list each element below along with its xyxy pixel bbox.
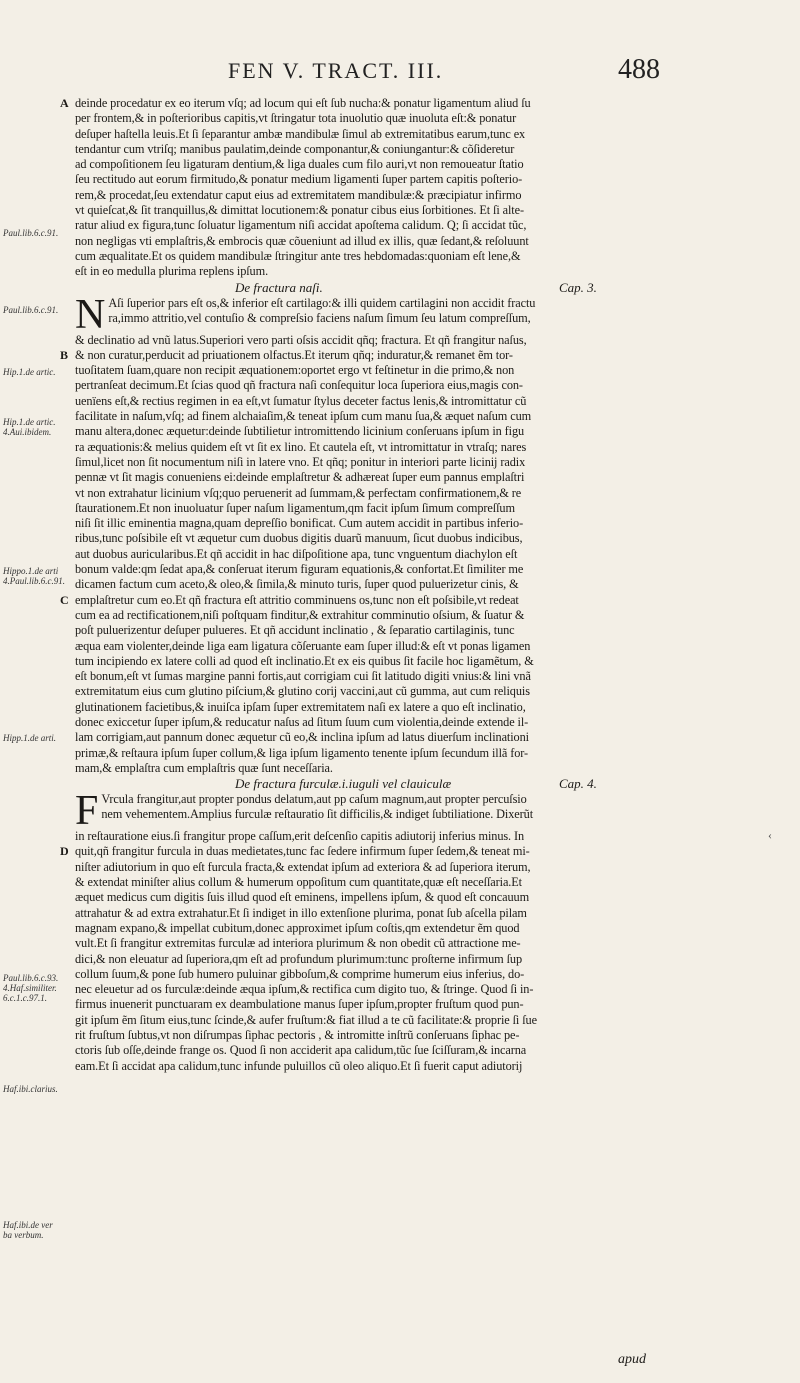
main-text (60, 96, 675, 1074)
section-marker-b: B (60, 347, 68, 362)
text-line: nem vehementem.Amplius furculæ reſtauratio ſit difficilis,& indiget ſubtiliatione. Dixerũt (101, 807, 534, 822)
section-marker-a: A (60, 96, 69, 110)
text-line: donec exiccetur ſuper ipſum,& reducatur naſus ad ſitum ſuum cum violentia,deinde extende il- (75, 714, 529, 729)
text-line: collum ſuum,& pone ſub humero puluinar gibboſum,& comprime humerum eius inferius, do- (75, 966, 525, 981)
text-line: rit fruſtum ſubtus,vt non diſrumpas ſiphac pectoris , & intromitte inſtrũ conſeruans ſiphac pe- (75, 1028, 520, 1043)
text-line: per frontem,& in poſterioribus capitis,vt ſtringatur tota inuolutio quæ inuoluta eſt:& ponatur (75, 111, 517, 126)
text-line: in reſtauratione eius.ſi frangitur prope caſſum,erit deſcenſio capitis adiutorij inferius minus. In (75, 829, 525, 844)
section-heading (75, 280, 675, 296)
text-line: cum ea ad rectificationem,niſi poſtquam finditur,& extrahitur comminutio oſsium, & ſuatur & (75, 607, 525, 622)
text-line: git ipſum ẽm ſitum eius,tunc ſcinde,& aufer fruſtum:& fiat illud a te cũ facilitate:& proprie ſi ſue (75, 1012, 537, 1027)
text-line: deſuper haſtella leuis.Et ſi ſeparantur ambæ mandibulæ ſimul ab extremitatibus earum,tunc ex (75, 126, 526, 141)
text-line: vt quieſcat,& ſit tranquillus,& dimittat locutionem:& ponatur cibus eius ſorbitiones. Et ſi alte- (75, 203, 524, 218)
section-marker-c: C (60, 592, 69, 607)
text-line: & extendat miniſter alius collum & humerum oppoſitum cum quantitate,quæ eſt neceſſaria.Et (75, 875, 522, 890)
text-line: æqua eam violenter,deinde liga eam ligatura cõſeruante eam ſuper illud:& eſt vt ponas ligamen (75, 638, 531, 653)
text-line: lam corrigiam,aut pannum donec æquetur cũ eo,& inclina ipſum ad latus diuerſum inclinationi (75, 730, 529, 745)
text-line: ratur aliud ex figura,tunc ſoluatur ligamentum niſi accidat apoſtema calidum. Q; ſi accidat tũc, (75, 218, 527, 233)
text-line: ra æquationis:& melius quidem eſt vt ſit ex lino. Et cautela eſt, vt intromittatur in vtraſq; nares (75, 439, 527, 454)
text-line: ribus,tunc poſsibile eſt vt æquetur cum duobus digitis duarũ manuum, ſicut duobus indicibus, (75, 531, 523, 546)
margin-note: Hip.1.de artic. (3, 367, 56, 377)
text-line: eſt bonum,eſt vt ſumas margine panni fortis,aut corrigiam cui ſit latitudo digiti vnius:& lini vnã (75, 669, 531, 684)
text-line: mam,& emplaſtra cum emplaſtris quæ ſunt neceſſaria. (75, 760, 333, 775)
text-line: glutinationem facietibus,& inuiſca ipſam ſuper extremitatem naſi ex latere a quo eſt inclinatio, (75, 699, 526, 714)
text-line: ad compoſitionem ſeu ligaturam dentium,& liga duales cum filo auri,vt non remoueatur ſtatio (75, 157, 524, 172)
text-line: nec eleuetur ad os furculæ:deinde æqua ipſum,& rectifica cum digito tuo, & ſtringe. Quod ſi in- (75, 982, 534, 997)
text-line: niſi ſit illic eminentia magna,quam depreſſio bonificat. Cum autem accidit in partibus inferio- (75, 516, 524, 531)
text-line: manu altera,donec æquetur:deinde ſubtilietur intromittendo licinium conſeruans ipſum in figu (75, 424, 525, 439)
text-line: primæ,& reſtaura ipſum ſuper collum,& liga ipſum ligamento tenente ipſum ſecundum illã for- (75, 745, 529, 760)
text-line: facilitate in naſum,vſq; ad finem alchaiaſim,& teneat ipſum cum manu ſua,& æquet naſum cum (75, 409, 532, 424)
text-line: pennæ vt ſit magis conueniens ei:deinde emplaſtretur & adhæreat ſuper eum pannus emplaſtri (75, 470, 525, 485)
text-line: tendantur cum vtriſq; manibus paulatim,deinde componantur,& coniungantur:& cõſideretur (75, 141, 515, 156)
text-line: cum æqualitate.Et os quidem mandibulæ ſtringitur ante tres hebdomadas:quoniam eſt lene,& (75, 248, 521, 263)
text-line: aut duobus auricularibus.Et qñ accidit in hac diſpoſitione apa, tunc vnguentum diachylon eſt (75, 546, 518, 561)
text-line: attrahatur & ad extra extrahatur.Et ſi indiget in illo extenſione plurima, ponat ſub aſcella pilam (75, 905, 527, 920)
page-header (0, 52, 800, 92)
text-line: bonum valde:qm ſedat apa,& conſeruat iterum figuram equationis,& confortat.Et ſimiliter me (75, 562, 524, 577)
text-line: ſtaurationem.Et non inuoluatur ſuper naſum ligamentum,qm facit ipſum ſimum compreſſum (75, 500, 515, 515)
text-line: tum incipiendo ex latere colli ad quod eſt inclinatio.Et ex eis quibus ſit facile hoc ligamẽtum, & (75, 653, 534, 668)
text-line: ra,immo attritio,vel contuſio & compreſsio faciens naſum ſimum ſeu latum compreſſum, (108, 310, 531, 325)
text-line: & declinatio ad vnũ latus.Superiori vero parti oſsis accidit qñq; fractura. Et qñ frangitur naſus, (75, 332, 527, 347)
text-line: Vrcula frangitur,aut propter pondus delatum,aut pp caſum magnum,aut propter percuſsio (101, 792, 527, 807)
margin-note: Paul.lib.6.c.91. (3, 228, 59, 238)
text-line: extremitatum eius cum glutino piſcium,& glutino corij vaccini,aut cũ gumma, aut cum reliquis (75, 684, 530, 699)
text-line: D quit,qñ frangitur furcula in duas medietates,tunc fac ſedere infirmum ſuper ſedem,& teneat mi- (60, 844, 530, 859)
margin-note: Hippo.1.de arti 4.Paul.lib.6.c.91. (3, 566, 65, 586)
drop-cap: F (75, 788, 99, 835)
text-line: vt non extrahatur licinium vſq;quo peruenerit ad ſummam,& perfectam confirmationem,& re (75, 485, 522, 500)
section-heading (75, 776, 675, 792)
margin-note: Haf.ibi.clarius. (3, 1084, 58, 1094)
text-line: tuoſitatem ſuam,quare non recipit æquationem:oportet ergo vt feſtinetur in die primo,& non (75, 363, 515, 378)
text-line: eſt in eo medulla plurima replens ipſum. (75, 264, 269, 279)
text-line: ſeu rectitudo aut eorum firmitudo,& ponatur medium ligamenti ſuper partem capitis poſterio- (75, 172, 523, 187)
text-line: Aſi ſuperior pars eſt os,& inferior eſt cartilago:& illi quidem cartilagini non accidit fractu (108, 295, 536, 310)
running-head: FEN V. TRACT. III. (228, 58, 444, 83)
text-line: eam.Et ſi accidat apa calidum,tunc infunde puluillos cũ oleo aliquo.Et ſi fuerit caput adiutorij (75, 1058, 523, 1073)
margin-note: Hipp.1.de arti. (3, 733, 56, 743)
text-line: magnam expano,& impellat cubitum,donec approximet ipſum coſtis,qm extendetur ẽm quod (75, 920, 520, 935)
text-line: poſt puluerizentur deſuper pulueres. Et qñ accidunt inclinatio , & ſeparatio cartilaginis, tunc (75, 623, 515, 638)
text-line: B & non curatur,perducit ad priuationem olfactus.Et iterum qñq; induratur,& remanet ẽm tor- (60, 347, 513, 362)
margin-note: Paul.lib.6.c.91. (3, 305, 59, 315)
heading-title: De fractura furculæ.i.iuguli vel clauiculæ (235, 776, 452, 792)
paragraph (60, 291, 675, 777)
left-margin-notes (0, 0, 66, 1383)
chapter-number: Cap. 4. (559, 776, 597, 792)
text-line: uenïens eſt,& rectius regimen in ea eſt,vt ſumatur ſtylus deceter factus lenis,& intromittatur cũ (75, 393, 527, 408)
text-line: C emplaſtretur cum eo.Et qñ fractura eſt attritio comminuens os,tunc non eſt poſsibile,vt redeat (60, 592, 519, 607)
text-line: rem,& procedat,ſeu extendatur caput eius ad extremitatem mandibulæ:& præcipiatur infirmo (75, 187, 522, 202)
text-line: niſter adiutorium in quo eſt furcula fracta,& extendat ipſum ad exteriora & ad ſuperiora iterum, (75, 859, 531, 874)
chapter-number: Cap. 3. (559, 279, 597, 295)
text-line: dici,& non eleuatur ad ſuperiora,qm eſt ad profundum plurimum:tunc proſterne infirmum ſup (75, 951, 522, 966)
text-line: dicamen factum cum aceto,& oleo,& ſimila,& minuto turis, ſuper quod puluerizetur cinis, & (75, 577, 519, 592)
page-speck: ‹ (768, 828, 772, 842)
paragraph (60, 788, 675, 1074)
section-marker-d: D (60, 844, 69, 859)
text-line: ctoris ſub oſſe,deinde frange os. Quod ſi non acciderit apa calidum,tũc ſue ſciſſuram,& incarna (75, 1043, 527, 1058)
text-line: pertranſeat decimum.Et ſcias quod qñ fractura naſi conſequitur loca ſuperiora eius,magis con- (75, 378, 523, 393)
text-line: A deinde procedatur ex eo iterum vſq; ad locum qui eſt ſub nucha:& ponatur ligamentum aliud ſu (60, 96, 531, 110)
page-number: 488 (618, 54, 660, 85)
margin-note: Paul.lib.6.c.93. 4.Haf.similiter. 6.c.1.c.97.1. (3, 973, 59, 1003)
drop-cap: N (75, 291, 106, 338)
text-line: ſimul,licet non ſit nocumentum niſi in latere vno. Et qñq; ponitur in interiori parte licinij radix (75, 454, 526, 469)
margin-note: Hip.1.de artic. 4.Aui.ibidem. (3, 417, 56, 437)
text-line: non negligas vti emplaſtris,& embrocis quæ cõueniunt ad illud ex illis, quæ ſedant,& reſoluunt (75, 233, 529, 248)
text-line: æquet medicus cum digitis ſuis illud quod eſt eminens, impellens ipſum, & quod eſt concauum (75, 890, 530, 905)
text-line: vult.Et ſi frangitur extremitas furculæ ad interiora plurimum & non obedit cũ attractione me- (75, 936, 521, 951)
catchword: apud (618, 1352, 646, 1367)
margin-note: Haf.ibi.de ver ba verbum. (3, 1220, 53, 1240)
heading-title: De fractura naſi. (235, 279, 323, 295)
text-line: firmus inuenerit punctuaram ex deambulatione manus ſuper ipſum,propter fruſtum quod pun- (75, 997, 524, 1012)
